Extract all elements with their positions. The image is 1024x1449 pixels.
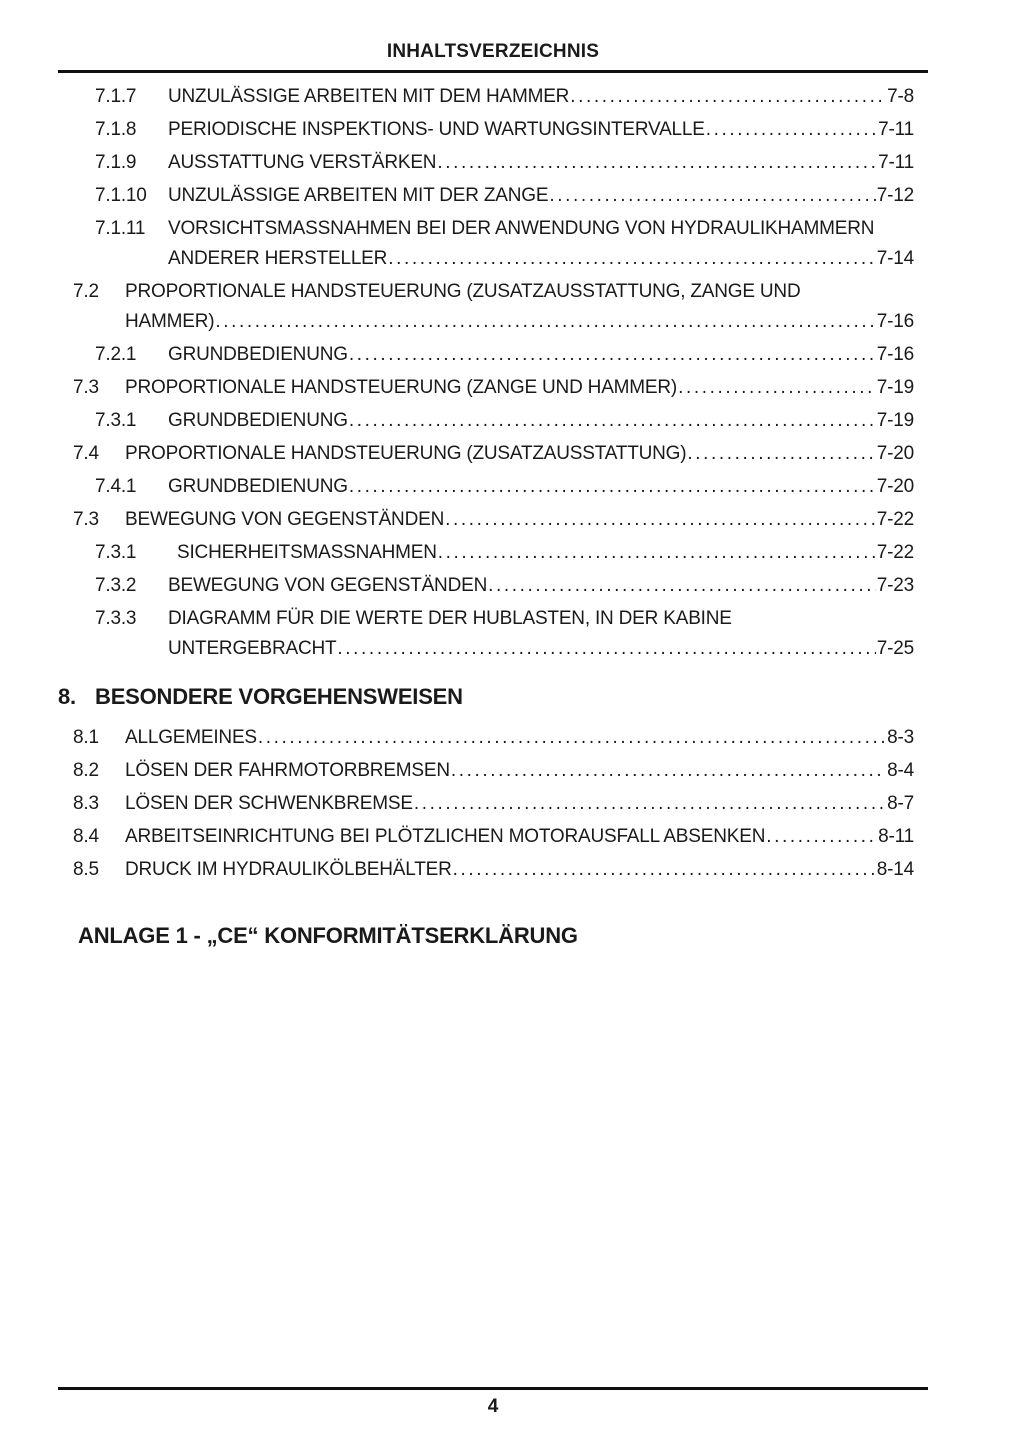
toc-entry-text: PROPORTIONALE HANDSTEUERUNG (ZUSATZAUSSTATTUNG, ZANGE UND <box>125 281 801 302</box>
toc-entry-text: GRUNDBEDIENUNG <box>168 410 348 431</box>
toc-entry-line <box>125 439 914 469</box>
toc-leader-dots <box>453 855 876 885</box>
toc-leader-dots <box>451 756 886 786</box>
toc-entry <box>58 181 928 211</box>
toc-entry-line <box>168 82 914 112</box>
toc-leader-dots <box>437 148 877 178</box>
toc-entry-body <box>168 82 914 112</box>
toc-entry-number: 7.3 <box>73 377 99 398</box>
toc-entry-text: GRUNDBEDIENUNG <box>168 476 348 497</box>
toc-leader-dots <box>687 439 875 469</box>
toc-entry-number: 7.4.1 <box>95 476 137 497</box>
toc-entry-body <box>125 789 914 819</box>
toc-entry-body <box>168 406 914 436</box>
toc-entry-body <box>125 373 914 403</box>
toc-page-number: 7-22 <box>876 542 914 563</box>
toc-entry <box>58 538 928 568</box>
page-title: INHALTSVERZEICHNIS <box>386 41 600 62</box>
toc-entry-line <box>168 406 914 436</box>
toc-entry-line <box>168 340 914 370</box>
toc-page-number: 8-11 <box>878 826 914 847</box>
toc-entry-text: PROPORTIONALE HANDSTEUERUNG (ZUSATZAUSSTATTUNG) <box>125 443 687 464</box>
toc-entry-body <box>125 855 914 885</box>
toc-entry-line <box>125 505 914 535</box>
toc-entry <box>58 406 928 436</box>
toc-entry-number: 8.2 <box>73 760 99 781</box>
toc-entry-line <box>168 571 914 601</box>
toc-entry-text: PROPORTIONALE HANDSTEUERUNG (ZANGE UND HAMMER) <box>125 377 678 398</box>
toc-page-number: 7-14 <box>876 248 914 269</box>
section-heading <box>58 680 928 714</box>
toc-leader-dots <box>337 634 875 664</box>
toc-entry-text: ARBEITSEINRICHTUNG BEI PLÖTZLICHEN MOTORAUSFALL ABSENKEN <box>125 826 766 847</box>
toc-entry <box>58 472 928 502</box>
toc-entry-body <box>125 277 914 337</box>
toc-entry-number: 7.1.8 <box>95 119 137 140</box>
toc-entry-number: 7.1.7 <box>95 86 137 107</box>
toc-page-number: 7-25 <box>876 638 914 659</box>
toc-entry-body <box>168 571 914 601</box>
toc-leader-dots <box>766 822 877 852</box>
toc-entry-line <box>168 604 914 634</box>
toc-entry <box>58 277 928 337</box>
toc-entry-body <box>168 148 914 178</box>
toc-entry <box>58 373 928 403</box>
toc-entry <box>58 855 928 885</box>
toc-page-number: 7-11 <box>878 119 914 140</box>
toc-entry-body <box>168 181 914 211</box>
toc-page-number: 7-12 <box>876 185 914 206</box>
toc-leader-dots <box>215 307 875 337</box>
toc-entry-number: 7.2 <box>73 281 99 302</box>
toc-entry-body <box>168 214 914 274</box>
toc-entry-line <box>168 115 914 145</box>
toc-entry-text: LÖSEN DER SCHWENKBREMSE <box>125 793 413 814</box>
toc-leader-dots <box>388 244 876 274</box>
toc-entry-line <box>168 634 914 664</box>
toc-entry-line <box>168 214 914 244</box>
toc-leader-dots <box>438 538 876 568</box>
toc-entry-body <box>168 472 914 502</box>
toc-entry-text: GRUNDBEDIENUNG <box>168 344 348 365</box>
toc-leader-dots <box>349 340 876 370</box>
toc-entry <box>58 756 928 786</box>
toc-page-number: 8-3 <box>887 727 914 748</box>
toc-entry-body <box>168 340 914 370</box>
toc-entry-line <box>168 181 914 211</box>
toc-page-number: 8-7 <box>887 793 914 814</box>
toc-entry-body <box>125 756 914 786</box>
toc-entry-text: DIAGRAMM FÜR DIE WERTE DER HUBLASTEN, IN DER KABINE <box>168 608 732 629</box>
toc-entry <box>58 439 928 469</box>
toc-page-number: 7-23 <box>876 575 914 596</box>
toc-entry-text: UNTERGEBRACHT <box>168 638 337 659</box>
toc-entry <box>58 723 928 753</box>
toc-entry-body <box>168 604 914 664</box>
toc-page-number: 7-16 <box>876 311 914 332</box>
toc-entry-text: VORSICHTSMASSNAHMEN BEI DER ANWENDUNG VON HYDRAULIKHAMMERN <box>168 218 875 239</box>
toc-entry-number: 7.2.1 <box>95 344 137 365</box>
toc-entry-number: 7.3.3 <box>95 608 137 629</box>
toc-entry-line <box>168 472 914 502</box>
toc-entry-body <box>125 723 914 753</box>
toc-entry-number: 7.3.1 <box>95 410 137 431</box>
toc-entry-line <box>125 723 914 753</box>
toc-entry-body <box>168 538 914 568</box>
toc-entry-body <box>168 115 914 145</box>
toc-entry-text: LÖSEN DER FAHRMOTORBREMSEN <box>125 760 450 781</box>
toc-entry-body <box>125 822 914 852</box>
toc-entry-line <box>125 307 914 337</box>
toc-entry-text: ANDERER HERSTELLER <box>168 248 388 269</box>
document-header <box>58 0 928 73</box>
toc-leader-dots <box>445 505 876 535</box>
toc-entry-number: 8.1 <box>73 727 99 748</box>
toc-entry-line <box>125 373 914 403</box>
toc-entry-line <box>125 855 914 885</box>
toc-entry-text: ALLGEMEINES <box>125 727 257 748</box>
toc-entry-line <box>177 538 914 568</box>
toc-leader-dots <box>349 472 876 502</box>
toc-entry <box>58 505 928 535</box>
toc-entry-text: DRUCK IM HYDRAULIKÖLBEHÄLTER <box>125 859 452 880</box>
toc-entry-number: 7.1.9 <box>95 152 137 173</box>
toc-entry-text: PERIODISCHE INSPEKTIONS- UND WARTUNGSINTERVALLE <box>168 119 705 140</box>
toc-leader-dots <box>706 115 877 145</box>
toc-entry-body <box>125 505 914 535</box>
toc-entry-number: 7.3.1 <box>95 542 137 563</box>
toc-entry-number: 7.4 <box>73 443 99 464</box>
toc-entry-text: BEWEGUNG VON GEGENSTÄNDEN <box>168 575 488 596</box>
toc-entry-line <box>125 277 914 307</box>
toc-leader-dots <box>570 82 886 112</box>
toc-entry-text: SICHERHEITSMASSNAHMEN <box>177 542 437 563</box>
toc-leader-dots <box>678 373 876 403</box>
toc-entry <box>58 604 928 664</box>
toc-list <box>58 73 928 953</box>
toc-page-number: 7-16 <box>876 344 914 365</box>
toc-entry-line <box>168 244 914 274</box>
section-heading-number: 8. <box>58 684 76 709</box>
toc-entry-text: HAMMER) <box>125 311 215 332</box>
toc-entry-number: 8.3 <box>73 793 99 814</box>
toc-leader-dots <box>414 789 886 819</box>
toc-entry-body <box>125 439 914 469</box>
section-heading-label: BESONDERE VORGEHENSWEISEN <box>95 684 463 709</box>
toc-entry-number: 7.1.11 <box>95 218 146 239</box>
toc-entry-number: 7.1.10 <box>95 185 147 206</box>
annex-heading: ANLAGE 1 - „CE“ KONFORMITÄTSERKLÄRUNG <box>78 923 578 948</box>
toc-entry-number: 8.4 <box>73 826 99 847</box>
toc-entry <box>58 822 928 852</box>
toc-entry-line <box>125 789 914 819</box>
toc-page-number: 7-19 <box>876 377 914 398</box>
toc-entry <box>58 340 928 370</box>
toc-entry <box>58 571 928 601</box>
toc-entry-text: BEWEGUNG VON GEGENSTÄNDEN <box>125 509 445 530</box>
toc-entry-text: AUSSTATTUNG VERSTÄRKEN <box>168 152 437 173</box>
toc-entry-number: 8.5 <box>73 859 99 880</box>
toc-entry <box>58 115 928 145</box>
toc-leader-dots <box>258 723 886 753</box>
toc-page-number: 7-8 <box>887 86 914 107</box>
toc-leader-dots <box>549 181 875 211</box>
toc-entry-number: 7.3 <box>73 509 99 530</box>
toc-page-number: 8-14 <box>876 859 914 880</box>
footer-page-number: 4 <box>487 1395 499 1417</box>
toc-entry <box>58 789 928 819</box>
toc-entry-text: UNZULÄSSIGE ARBEITEN MIT DEM HAMMER <box>168 86 570 107</box>
toc-page-number: 7-20 <box>876 443 914 464</box>
toc-page-number: 7-20 <box>876 476 914 497</box>
toc-page-number: 7-11 <box>878 152 914 173</box>
toc-leader-dots <box>349 406 876 436</box>
footer-rule <box>58 1387 928 1390</box>
page-content <box>58 0 928 953</box>
toc-page-number: 8-4 <box>887 760 914 781</box>
toc-entry-line <box>125 756 914 786</box>
toc-page-number: 7-22 <box>876 509 914 530</box>
toc-entry-line <box>125 822 914 852</box>
toc-entry-number: 7.3.2 <box>95 575 137 596</box>
toc-entry <box>58 148 928 178</box>
document-footer <box>58 1387 928 1418</box>
toc-entry-line <box>168 148 914 178</box>
toc-entry <box>58 214 928 274</box>
toc-leader-dots <box>488 571 876 601</box>
toc-entry <box>58 82 928 112</box>
toc-entry-text: UNZULÄSSIGE ARBEITEN MIT DER ZANGE <box>168 185 549 206</box>
toc-page-number: 7-19 <box>876 410 914 431</box>
